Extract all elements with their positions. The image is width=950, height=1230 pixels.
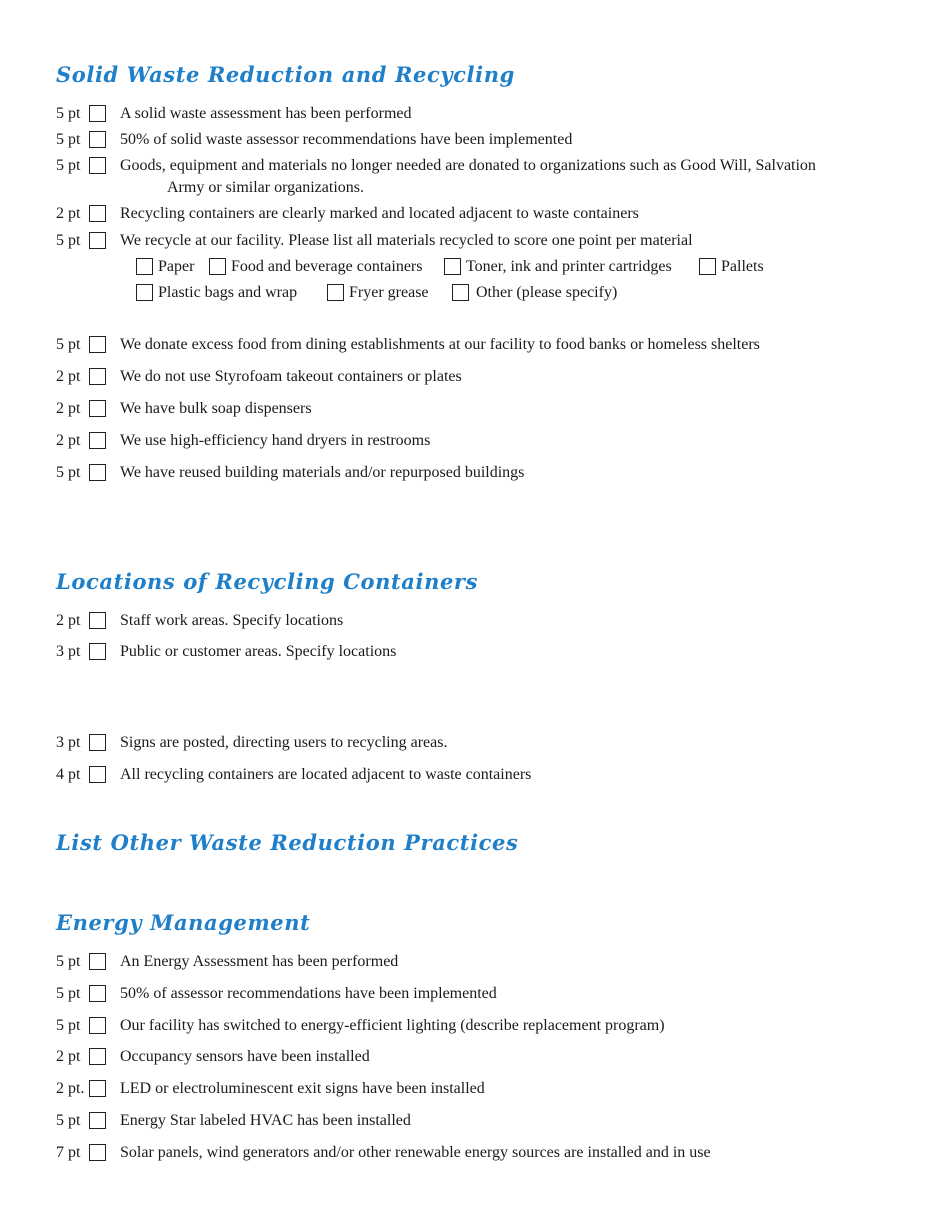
checkbox[interactable] [89,766,106,783]
points-label: 5 pt [56,985,81,1002]
checkbox[interactable] [89,131,106,148]
checkbox[interactable] [89,734,106,751]
item-text-continuation: Army or similar organizations. [167,179,364,196]
points-label: 2 pt [56,368,81,385]
item-text: 50% of solid waste assessor recommendations have been implemented [120,131,573,148]
checkbox[interactable] [89,205,106,222]
checkbox[interactable] [89,336,106,353]
checkbox[interactable] [89,1144,106,1161]
checkbox[interactable] [89,643,106,660]
points-label: 2 pt [56,205,81,222]
material-label: Plastic bags and wrap [158,284,298,301]
item-text: We use high-efficiency hand dryers in restrooms [120,432,431,449]
item-text: We recycle at our facility. Please list all materials recycled to score one point per material [120,232,693,249]
section-title-other-practices: List Other Waste Reduction Practices [56,830,519,855]
points-label: 2 pt [56,432,81,449]
checkbox[interactable] [89,985,106,1002]
material-label: Food and beverage containers [231,258,423,275]
points-label: 5 pt [56,1112,81,1129]
points-label: 4 pt [56,766,81,783]
points-label: 5 pt [56,336,81,353]
points-label: 5 pt [56,105,81,122]
points-label: 5 pt [56,464,81,481]
checkbox[interactable] [699,258,716,275]
checkbox[interactable] [89,400,106,417]
item-text: We have reused building materials and/or repurposed buildings [120,464,525,481]
checkbox[interactable] [136,258,153,275]
item-text: An Energy Assessment has been performed [120,953,399,970]
points-label: 5 pt [56,131,81,148]
checkbox[interactable] [89,953,106,970]
checkbox[interactable] [444,258,461,275]
item-text: A solid waste assessment has been performed [120,105,412,122]
material-label: Pallets [721,258,764,275]
section-title-solid-waste: Solid Waste Reduction and Recycling [56,62,515,87]
points-label: 5 pt [56,953,81,970]
checkbox[interactable] [89,1112,106,1129]
material-label: Fryer grease [349,284,429,301]
material-label: Paper [158,258,195,275]
points-label: 3 pt [56,643,81,660]
item-text: Recycling containers are clearly marked and located adjacent to waste containers [120,205,639,222]
points-label: 2 pt [56,400,81,417]
checkbox[interactable] [452,284,469,301]
item-text: Signs are posted, directing users to recycling areas. [120,734,448,751]
checkbox[interactable] [89,105,106,122]
checkbox[interactable] [89,464,106,481]
item-text: LED or electroluminescent exit signs have been installed [120,1080,485,1097]
checkbox[interactable] [89,157,106,174]
points-label: 5 pt [56,1017,81,1034]
section-title-energy: Energy Management [56,910,311,935]
item-text: Energy Star labeled HVAC has been installed [120,1112,411,1129]
item-text: Our facility has switched to energy-efficient lighting (describe replacement program) [120,1017,665,1034]
item-text: All recycling containers are located adjacent to waste containers [120,766,532,783]
item-text: We have bulk soap dispensers [120,400,312,417]
item-text: 50% of assessor recommendations have been implemented [120,985,497,1002]
points-label: 2 pt [56,1048,81,1065]
points-label: 5 pt [56,157,81,174]
checkbox[interactable] [136,284,153,301]
checkbox[interactable] [209,258,226,275]
checkbox[interactable] [89,1080,106,1097]
item-text: Occupancy sensors have been installed [120,1048,370,1065]
item-text: Staff work areas. Specify locations [120,612,344,629]
points-label: 2 pt. [56,1080,85,1097]
item-text: Goods, equipment and materials no longer needed are donated to organizations such as Good Will, Salvation [120,157,816,174]
checkbox[interactable] [89,232,106,249]
section-title-locations: Locations of Recycling Containers [56,569,478,594]
checkbox[interactable] [89,612,106,629]
item-text: Solar panels, wind generators and/or other renewable energy sources are installed and in use [120,1144,711,1161]
checkbox[interactable] [89,1048,106,1065]
checkbox[interactable] [89,432,106,449]
material-label: Other (please specify) [476,284,618,301]
item-text: We donate excess food from dining establishments at our facility to food banks or homeless shelters [120,336,760,353]
checkbox[interactable] [89,368,106,385]
material-label: Toner, ink and printer cartridges [466,258,672,275]
item-text: We do not use Styrofoam takeout containers or plates [120,368,462,385]
item-text: Public or customer areas. Specify locations [120,643,397,660]
checkbox[interactable] [89,1017,106,1034]
checkbox[interactable] [327,284,344,301]
points-label: 3 pt [56,734,81,751]
points-label: 2 pt [56,612,81,629]
points-label: 5 pt [56,232,81,249]
points-label: 7 pt [56,1144,81,1161]
